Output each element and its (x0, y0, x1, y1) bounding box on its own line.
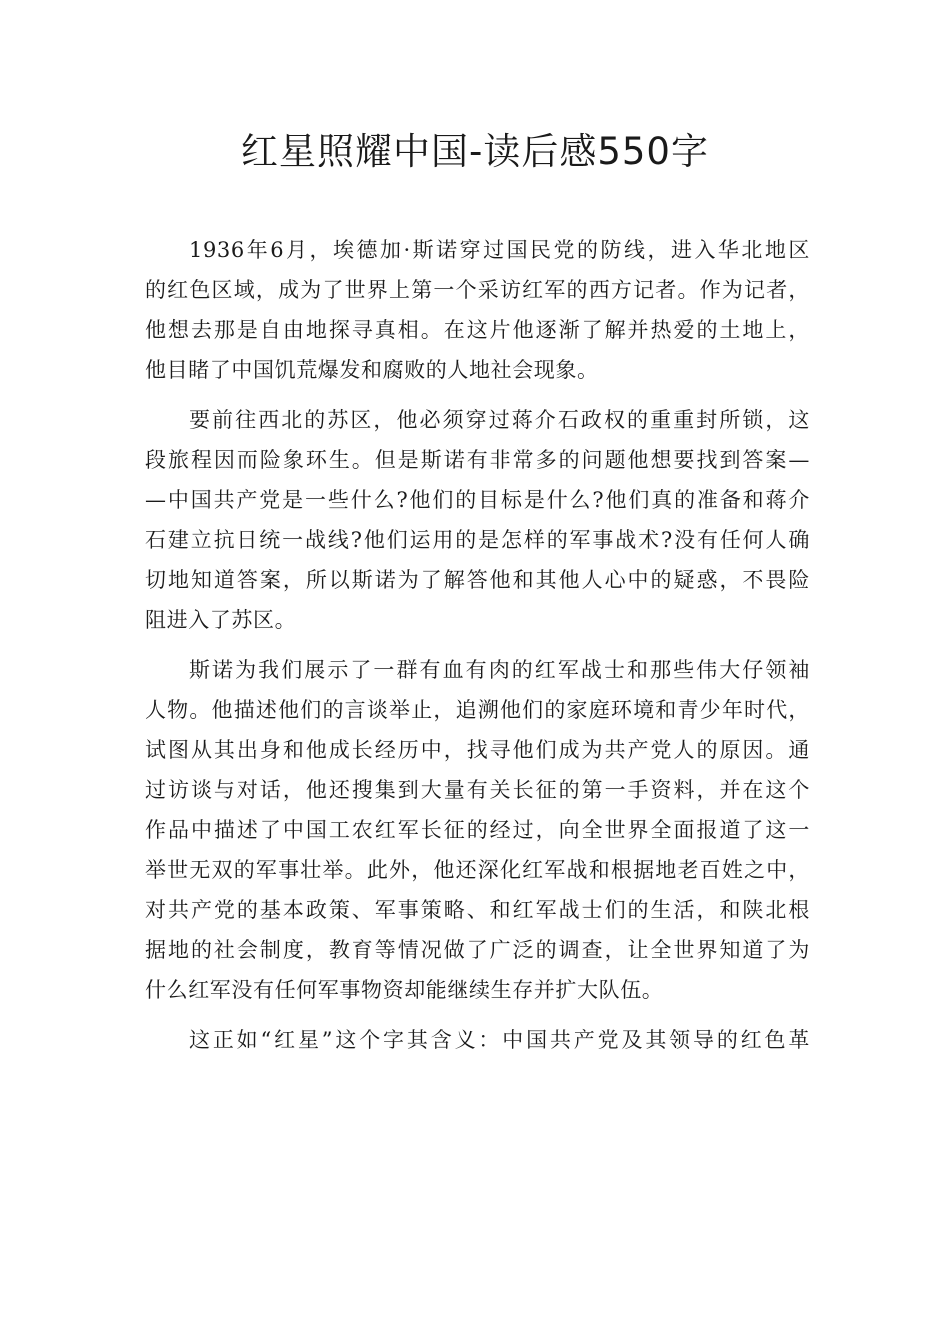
text-line: 1936年6月，埃德加·斯诺穿过国民党的防线，进入华北地区 (189, 238, 810, 262)
text-line: 石建立抗日统一战线?他们运用的是怎样的军事战术?没有任何人确 (145, 528, 810, 552)
text-line: 过访谈与对话，他还搜集到大量有关长征的第一手资料，并在这个 (145, 778, 810, 802)
text-line: 他想去那是自由地探寻真相。在这片他逐渐了解并热爱的土地上， (145, 318, 810, 342)
text-line: 切地知道答案，所以斯诺为了解答他和其他人心中的疑惑，不畏险 (145, 568, 810, 592)
text-line: 他目睹了中国饥荒爆发和腐败的人地社会现象。 (145, 358, 599, 382)
paragraph-4 (145, 1020, 810, 1060)
text-line: 的红色区域，成为了世界上第一个采访红军的西方记者。作为记者， (145, 278, 810, 302)
text-line: 举世无双的军事壮举。此外，他还深化红军战和根据地老百姓之中， (145, 858, 810, 882)
text-line: 人物。他描述他们的言谈举止，追溯他们的家庭环境和青少年时代， (145, 698, 810, 722)
text-line: 试图从其出身和他成长经历中，找寻他们成为共产党人的原因。通 (145, 738, 810, 762)
paragraph-3 (145, 650, 810, 1010)
paragraph-1 (145, 230, 810, 390)
text-line: —中国共产党是一些什么?他们的目标是什么?他们真的准备和蒋介 (145, 488, 810, 512)
paragraph-2 (145, 400, 810, 640)
text-line: 什么红军没有任何军事物资却能继续生存并扩大队伍。 (145, 978, 664, 1002)
text-line: 段旅程因而险象环生。但是斯诺有非常多的问题他想要找到答案— (145, 448, 810, 472)
text-line: 斯诺为我们展示了一群有血有肉的红军战士和那些伟大仔领袖 (189, 658, 810, 682)
document-title: 红星照耀中国-读后感550字 (241, 130, 709, 173)
text-line: 阻进入了苏区。 (145, 608, 297, 632)
text-line: 作品中描述了中国工农红军长征的经过，向全世界全面报道了这一 (145, 818, 810, 842)
text-line: 对共产党的基本政策、军事策略、和红军战士们的生活，和陕北根 (145, 898, 810, 922)
text-line: 要前往西北的苏区，他必须穿过蒋介石政权的重重封所锁，这 (189, 408, 810, 432)
document-body (145, 230, 810, 1060)
text-line: 据地的社会制度，教育等情况做了广泛的调查，让全世界知道了为 (145, 938, 810, 962)
text-line: 这正如“红星”这个字其含义：中国共产党及其领导的红色革 (189, 1028, 810, 1052)
